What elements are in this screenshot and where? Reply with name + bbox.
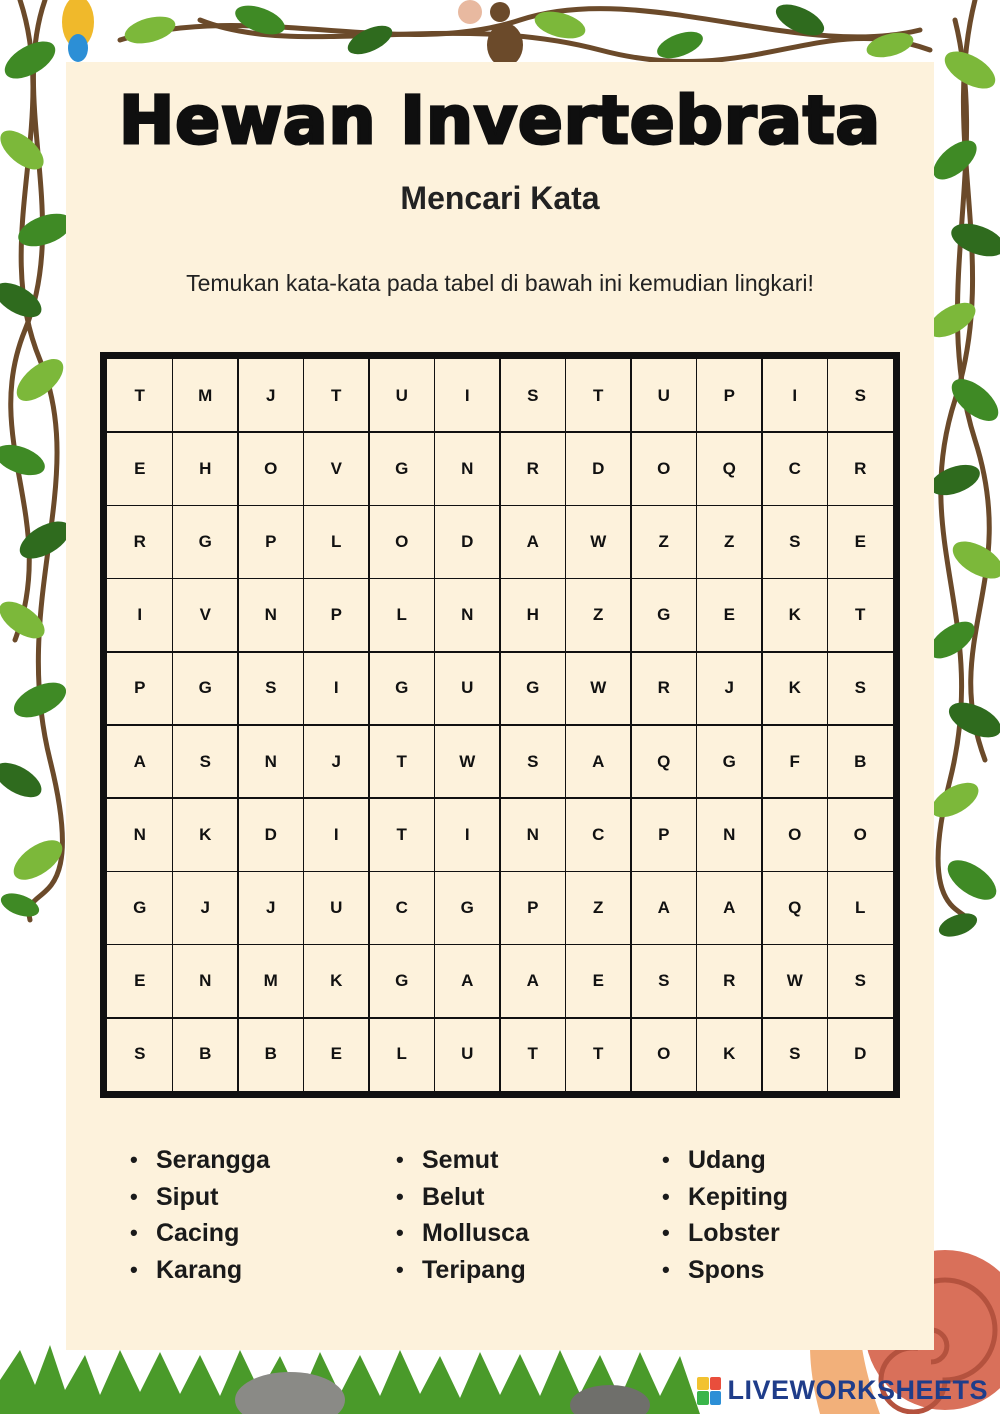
grid-cell[interactable]: S xyxy=(499,724,566,799)
grid-cell[interactable]: G xyxy=(172,505,239,580)
grid-cell[interactable]: P xyxy=(696,358,763,433)
grid-cell[interactable]: G xyxy=(172,651,239,726)
grid-cell[interactable]: G xyxy=(434,871,501,946)
grid-cell[interactable]: G xyxy=(368,944,435,1019)
grid-cell[interactable]: J xyxy=(237,871,304,946)
grid-cell[interactable]: R xyxy=(499,431,566,506)
grid-cell[interactable]: O xyxy=(368,505,435,580)
grid-cell[interactable]: J xyxy=(696,651,763,726)
grid-cell[interactable]: G xyxy=(630,578,697,653)
grid-cell[interactable]: K xyxy=(761,578,828,653)
grid-cell[interactable]: T xyxy=(827,578,894,653)
grid-cell[interactable]: I xyxy=(303,797,370,872)
grid-cell[interactable]: E xyxy=(106,431,173,506)
parrot-icon xyxy=(62,0,94,62)
grid-cell[interactable]: G xyxy=(499,651,566,726)
word-item: • Siput xyxy=(130,1179,270,1216)
grid-cell[interactable]: J xyxy=(303,724,370,799)
grid-cell[interactable]: I xyxy=(106,578,173,653)
page-title: Hewan Invertebrata xyxy=(118,82,882,159)
grid-cell[interactable]: B xyxy=(827,724,894,799)
grid-cell[interactable]: O xyxy=(761,797,828,872)
grid-cell[interactable]: U xyxy=(434,1017,501,1092)
word-list xyxy=(130,1142,890,1292)
grid-cell[interactable]: S xyxy=(827,651,894,726)
grid-cell[interactable]: S xyxy=(237,651,304,726)
grid-cell[interactable]: Z xyxy=(696,505,763,580)
grid-cell[interactable]: O xyxy=(630,431,697,506)
word-item: • Udang xyxy=(662,1142,788,1179)
grid-cell[interactable]: G xyxy=(106,871,173,946)
grid-cell[interactable]: T xyxy=(565,1017,632,1092)
grid-cell[interactable]: S xyxy=(630,944,697,1019)
grid-cell[interactable]: N xyxy=(172,944,239,1019)
word-search-grid[interactable] xyxy=(100,352,900,1098)
grid-cell[interactable]: I xyxy=(761,358,828,433)
word-list-column-3 xyxy=(662,1142,788,1288)
grid-cell[interactable]: Z xyxy=(565,871,632,946)
word-list-column-1 xyxy=(130,1142,270,1288)
grid-cell[interactable]: S xyxy=(106,1017,173,1092)
word-list-column-2 xyxy=(396,1142,529,1288)
grid-cell[interactable]: U xyxy=(630,358,697,433)
word-item: • Mollusca xyxy=(396,1215,529,1252)
word-item: • Belut xyxy=(396,1179,529,1216)
grid-cell[interactable]: N xyxy=(499,797,566,872)
watermark-text: LIVEWORKSHEETS xyxy=(727,1375,988,1405)
grid-cell[interactable]: T xyxy=(303,358,370,433)
grid-cell[interactable]: S xyxy=(499,358,566,433)
word-item: • Serangga xyxy=(130,1142,270,1179)
grid-cell[interactable]: V xyxy=(172,578,239,653)
grid-cell[interactable]: D xyxy=(237,797,304,872)
grid-cell[interactable]: J xyxy=(237,358,304,433)
grid-cell[interactable]: S xyxy=(827,358,894,433)
grid-cell[interactable]: N xyxy=(434,431,501,506)
grid-cell[interactable]: L xyxy=(827,871,894,946)
grid-cell[interactable]: G xyxy=(368,651,435,726)
grid-cell[interactable]: N xyxy=(106,797,173,872)
grid-cell[interactable]: W xyxy=(761,944,828,1019)
grid-cell[interactable]: M xyxy=(237,944,304,1019)
grid-cell[interactable]: D xyxy=(827,1017,894,1092)
grid-cell[interactable]: D xyxy=(434,505,501,580)
liveworksheets-watermark xyxy=(697,1375,988,1406)
word-item: • Lobster xyxy=(662,1215,788,1252)
grid-cell[interactable]: C xyxy=(761,431,828,506)
word-item: • Semut xyxy=(396,1142,529,1179)
grid-cell[interactable]: W xyxy=(565,651,632,726)
grid-cell[interactable]: A xyxy=(630,871,697,946)
grid-cell[interactable]: W xyxy=(565,505,632,580)
grid-cell[interactable]: E xyxy=(303,1017,370,1092)
grid-cell[interactable]: Z xyxy=(565,578,632,653)
grid-cell[interactable]: S xyxy=(827,944,894,1019)
grid-cell[interactable]: I xyxy=(303,651,370,726)
grid-cell[interactable]: T xyxy=(368,797,435,872)
grid-cell[interactable]: N xyxy=(696,797,763,872)
grid-cell[interactable]: K xyxy=(696,1017,763,1092)
word-item: • Teripang xyxy=(396,1252,529,1289)
grid-cell[interactable]: K xyxy=(172,797,239,872)
grid-cell[interactable]: A xyxy=(696,871,763,946)
word-item: • Cacing xyxy=(130,1215,270,1252)
grid-cell[interactable]: T xyxy=(499,1017,566,1092)
grid-cell[interactable]: N xyxy=(434,578,501,653)
grid-cell[interactable]: K xyxy=(303,944,370,1019)
grid-cell[interactable]: O xyxy=(237,431,304,506)
page-subtitle: Mencari Kata xyxy=(400,180,600,216)
grid-cell[interactable]: U xyxy=(368,358,435,433)
grid-cell[interactable]: F xyxy=(761,724,828,799)
grid-cell[interactable]: S xyxy=(761,1017,828,1092)
grid-cell[interactable]: A xyxy=(499,505,566,580)
grid-cell[interactable]: H xyxy=(499,578,566,653)
grid-cell[interactable]: P xyxy=(499,871,566,946)
grid-cell[interactable]: C xyxy=(368,871,435,946)
grid-cell[interactable]: T xyxy=(106,358,173,433)
grid-cell[interactable]: R xyxy=(106,505,173,580)
word-item: • Spons xyxy=(662,1252,788,1289)
grid-cell[interactable]: R xyxy=(696,944,763,1019)
grid-cell[interactable]: V xyxy=(303,431,370,506)
grid-cell[interactable]: Z xyxy=(630,505,697,580)
grid-cell[interactable]: Q xyxy=(696,431,763,506)
grid-cell[interactable]: M xyxy=(172,358,239,433)
grid-cell[interactable]: A xyxy=(565,724,632,799)
grid-cell[interactable]: P xyxy=(237,505,304,580)
grid-cell[interactable]: R xyxy=(630,651,697,726)
grid-cell[interactable]: L xyxy=(368,578,435,653)
grid-cell[interactable]: P xyxy=(106,651,173,726)
grid-cell[interactable]: N xyxy=(237,578,304,653)
grid-cell[interactable]: G xyxy=(368,431,435,506)
grid-cell[interactable]: P xyxy=(303,578,370,653)
word-item: • Kepiting xyxy=(662,1179,788,1216)
grid-cell[interactable]: O xyxy=(630,1017,697,1092)
grid-cell[interactable]: A xyxy=(434,944,501,1019)
grid-cell[interactable]: O xyxy=(827,797,894,872)
grid-cell[interactable]: S xyxy=(172,724,239,799)
grid-cell[interactable]: N xyxy=(237,724,304,799)
grid-cell[interactable]: Q xyxy=(630,724,697,799)
grid-cell[interactable]: Q xyxy=(761,871,828,946)
grid-cell[interactable]: H xyxy=(172,431,239,506)
grid-cell[interactable]: K xyxy=(761,651,828,726)
grid-cell[interactable]: P xyxy=(630,797,697,872)
grid-cell[interactable]: L xyxy=(368,1017,435,1092)
grid-cell[interactable]: C xyxy=(565,797,632,872)
grid-cell[interactable]: A xyxy=(499,944,566,1019)
grid-cell[interactable]: D xyxy=(565,431,632,506)
grid-cell[interactable]: E xyxy=(827,505,894,580)
grid-cell[interactable]: A xyxy=(106,724,173,799)
grid-cell[interactable]: E xyxy=(696,578,763,653)
grid-cell[interactable]: I xyxy=(434,358,501,433)
grid-cell[interactable]: W xyxy=(434,724,501,799)
word-item: • Karang xyxy=(130,1252,270,1289)
grid-cell[interactable]: T xyxy=(565,358,632,433)
instruction-text: Temukan kata-kata pada tabel di bawah ini kemudian lingkari! xyxy=(186,270,814,296)
grid-cell[interactable]: B xyxy=(172,1017,239,1092)
grid-cell[interactable]: B xyxy=(237,1017,304,1092)
grid-cell[interactable]: G xyxy=(696,724,763,799)
grid-cell[interactable]: L xyxy=(303,505,370,580)
grid-cell[interactable]: E xyxy=(565,944,632,1019)
grid-cell[interactable]: T xyxy=(368,724,435,799)
grid-cell[interactable]: E xyxy=(106,944,173,1019)
grid-cell[interactable]: S xyxy=(761,505,828,580)
grid-cell[interactable]: U xyxy=(303,871,370,946)
grid-cell[interactable]: J xyxy=(172,871,239,946)
liveworksheets-logo-icon xyxy=(697,1377,721,1405)
grid-cell[interactable]: U xyxy=(434,651,501,726)
grid-cell[interactable]: R xyxy=(827,431,894,506)
grid-cell[interactable]: I xyxy=(434,797,501,872)
